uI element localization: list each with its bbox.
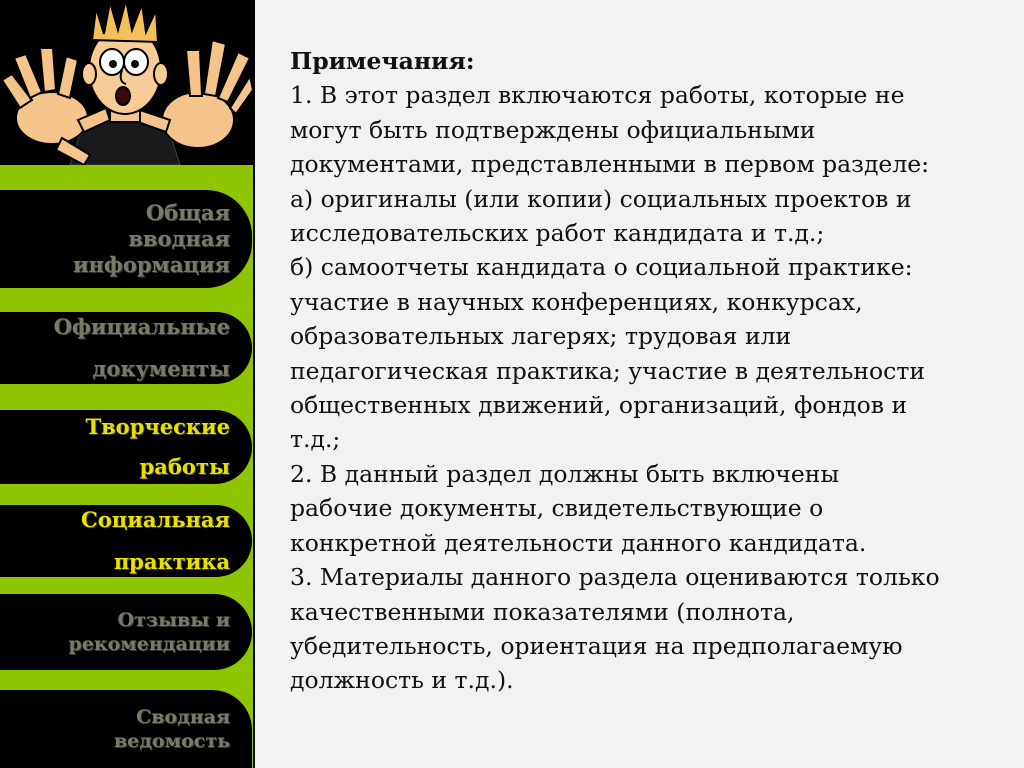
notes-line: документами, представленными в первом разделе: (290, 150, 930, 179)
notes-line: рабочие документы, свидетельствующие о (290, 494, 824, 523)
nav-item-label: Официальные (53, 314, 230, 339)
nav-item-label: рекомендации (68, 633, 230, 655)
notes-line: т.д.; (290, 425, 341, 454)
notes-line: а) оригиналы (или копии) социальных проектов и (290, 184, 912, 213)
notes-content (290, 44, 1000, 698)
nav-item-label: Творческие (85, 414, 230, 439)
notes-line: педагогическая практика; участие в деятельности (290, 356, 925, 385)
nav-item-general-info[interactable] (0, 190, 252, 288)
notes-line: 1. В этот раздел включаются работы, которые не (290, 81, 905, 110)
notes-line: б) самоотчеты кандидата о социальной практике: (290, 253, 913, 282)
nav-item-label: Общая (145, 200, 230, 225)
nav-item-label: практика (113, 549, 230, 574)
notes-line: могут быть подтверждены официальными (290, 115, 816, 144)
nav-item-label: документы (92, 356, 230, 381)
nav-item-creative-works[interactable] (0, 410, 252, 484)
notes-line: общественных движений, организаций, фондов и (290, 391, 908, 420)
nav-item-label: Отзывы и (117, 609, 230, 631)
notes-line: должность и т.д.). (290, 666, 514, 695)
notes-line: участие в научных конференциях, конкурсах, (290, 287, 863, 316)
notes-line: конкретной деятельности данного кандидата. (290, 528, 867, 557)
nav-item-label: информация (72, 252, 230, 277)
nav-item-label: работы (139, 454, 230, 479)
notes-line: 3. Материалы данного раздела оцениваются только (290, 563, 940, 592)
nav-item-label: Социальная (81, 507, 230, 532)
notes-title: Примечания: (290, 47, 475, 75)
notes-line: убедительность, ориентация на предполагаемую (290, 631, 903, 660)
nav-item-label: ведомость (113, 730, 230, 752)
nav-item-reviews-recommendations[interactable] (0, 594, 252, 670)
notes-line: образовательных лагерях; трудовая или (290, 322, 792, 351)
sidebar (0, 0, 255, 768)
nav-item-label: вводная (128, 226, 230, 251)
nav-item-official-documents[interactable] (0, 312, 252, 384)
notes-lines (290, 78, 1000, 697)
notes-line: качественными показателями (полнота, (290, 597, 795, 626)
nav-item-summary-sheet[interactable] (0, 690, 252, 768)
nav-item-social-practice[interactable] (0, 505, 252, 577)
notes-line: исследовательских работ кандидата и т.д.; (290, 219, 825, 248)
banner (0, 0, 253, 165)
nav-item-label: Сводная (136, 706, 230, 728)
scared-cartoon-man-icon (0, 0, 253, 165)
notes-line: 2. В данный раздел должны быть включены (290, 459, 840, 488)
